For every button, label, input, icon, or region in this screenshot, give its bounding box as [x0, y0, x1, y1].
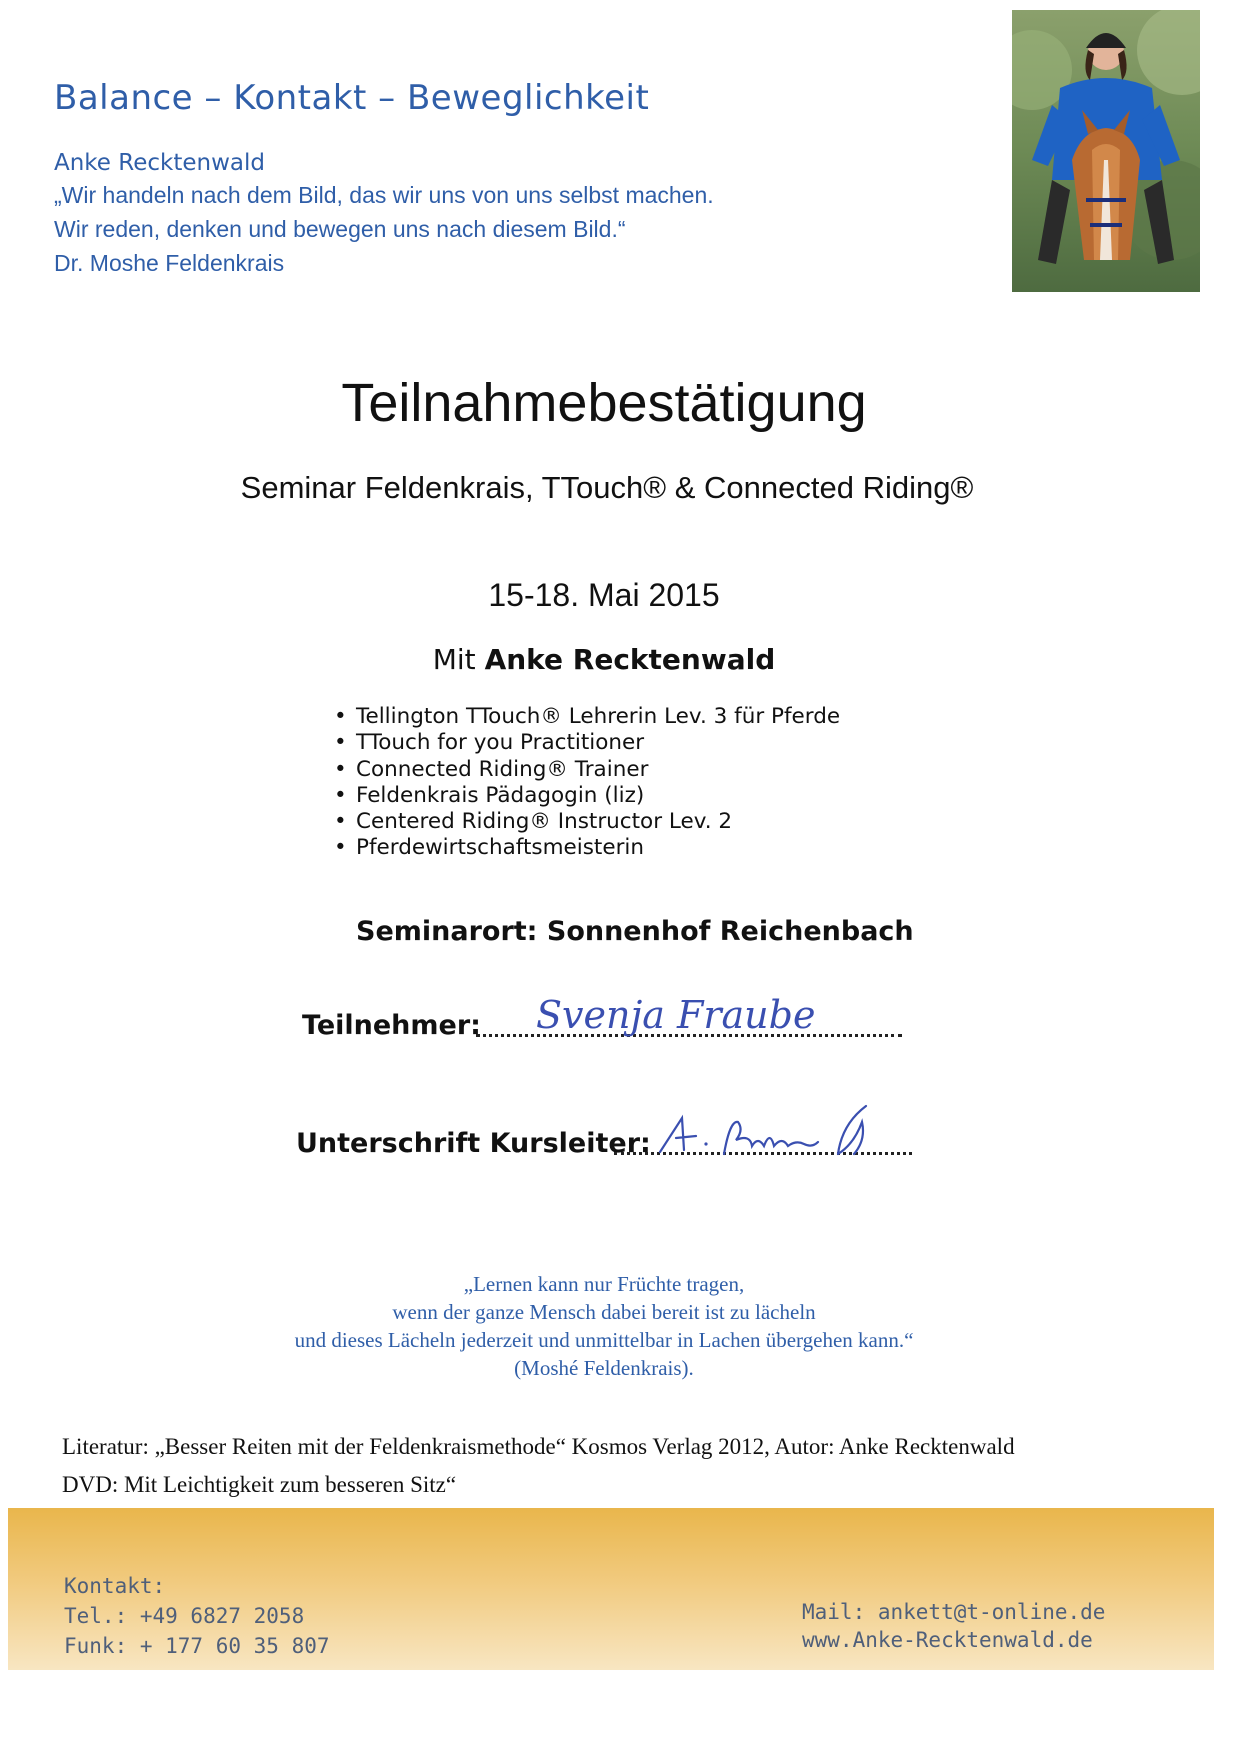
contact-mobile: Funk: + 177 60 35 807: [64, 1634, 330, 1658]
participant-label: Teilnehmer:: [302, 1010, 481, 1041]
contact-label: Kontakt:: [64, 1574, 166, 1598]
seminar-dates: 15-18. Mai 2015: [488, 577, 720, 613]
contact-email: Mail: ankett@t-online.de: [802, 1600, 1106, 1624]
rider-photo-illustration: [1012, 10, 1200, 292]
participant-handwritten-name: [478, 980, 918, 1050]
header-title: Balance – Kontakt – Beweglichkeit: [54, 78, 650, 118]
qualification-text: Connected Riding® Trainer: [356, 756, 649, 782]
document-title: Teilnahmebestätigung: [341, 373, 867, 433]
instructor-line: [0, 643, 1208, 676]
bullet-icon: •: [334, 704, 347, 729]
seminar-venue: Seminarort: Sonnenhof Reichenbach: [356, 916, 914, 947]
header-author-name: Anke Recktenwald: [54, 150, 265, 176]
contact-website: www.Anke-Recktenwald.de: [802, 1628, 1093, 1652]
list-item: [334, 835, 840, 861]
literature-line: Literatur: „Besser Reiten mit der Feldenkraismethode“ Kosmos Verlag 2012, Autor: Anke Recktenwald: [62, 1434, 1015, 1459]
instructor-prefix: Mit: [432, 643, 485, 676]
signature-label: Unterschrift Kursleiter:: [296, 1128, 651, 1159]
list-item: [334, 704, 840, 730]
closing-quote-line-1: „Lernen kann nur Früchte tragen,: [463, 1272, 745, 1296]
list-item: [334, 730, 840, 756]
seminar-title: Seminar Feldenkrais, TTouch® & Connected Riding®: [240, 470, 974, 505]
list-item: [334, 809, 840, 835]
header-quote-line-2: Wir reden, denken und bewegen uns nach diesem Bild.“: [54, 216, 626, 242]
list-item: [334, 783, 840, 809]
bullet-icon: •: [334, 782, 347, 808]
dvd-line: DVD: Mit Leichtigkeit zum besseren Sitz“: [62, 1472, 457, 1497]
qualifications-list: [334, 704, 840, 862]
closing-quote-line-2: wenn der ganze Mensch dabei bereit ist zu lächeln: [392, 1300, 816, 1324]
instructor-name: Anke Recktenwald: [484, 643, 776, 676]
list-item: [334, 757, 840, 783]
contact-footer: [8, 1508, 1214, 1670]
header-quote-attribution: Dr. Moshe Feldenkrais: [54, 250, 285, 276]
qualification-text: Tellington TTouch® Lehrerin Lev. 3 für Pferde: [356, 704, 841, 729]
qualification-text: Centered Riding® Instructor Lev. 2: [356, 809, 733, 835]
qualification-text: Pferdewirtschaftsmeisterin: [356, 835, 645, 861]
closing-quote-attribution: (Moshé Feldenkrais).: [514, 1356, 694, 1380]
qualification-text: TTouch for you Practitioner: [356, 730, 645, 756]
instructor-signature: [640, 1100, 900, 1170]
qualification-text: Feldenkrais Pädagogin (liz): [356, 782, 645, 808]
bullet-icon: •: [334, 756, 347, 782]
participant-name-text: Svenja Fraube: [536, 993, 816, 1037]
contact-phone: Tel.: +49 6827 2058: [64, 1604, 305, 1628]
rider-photo: [1012, 10, 1200, 292]
bullet-icon: •: [334, 730, 347, 756]
bullet-icon: •: [334, 809, 347, 835]
bullet-icon: •: [334, 835, 347, 861]
header-quote-line-1: „Wir handeln nach dem Bild, das wir uns von uns selbst machen.: [54, 182, 714, 208]
closing-quote-line-3: und dieses Lächeln jederzeit und unmittelbar in Lachen übergehen kann.“: [294, 1328, 914, 1352]
